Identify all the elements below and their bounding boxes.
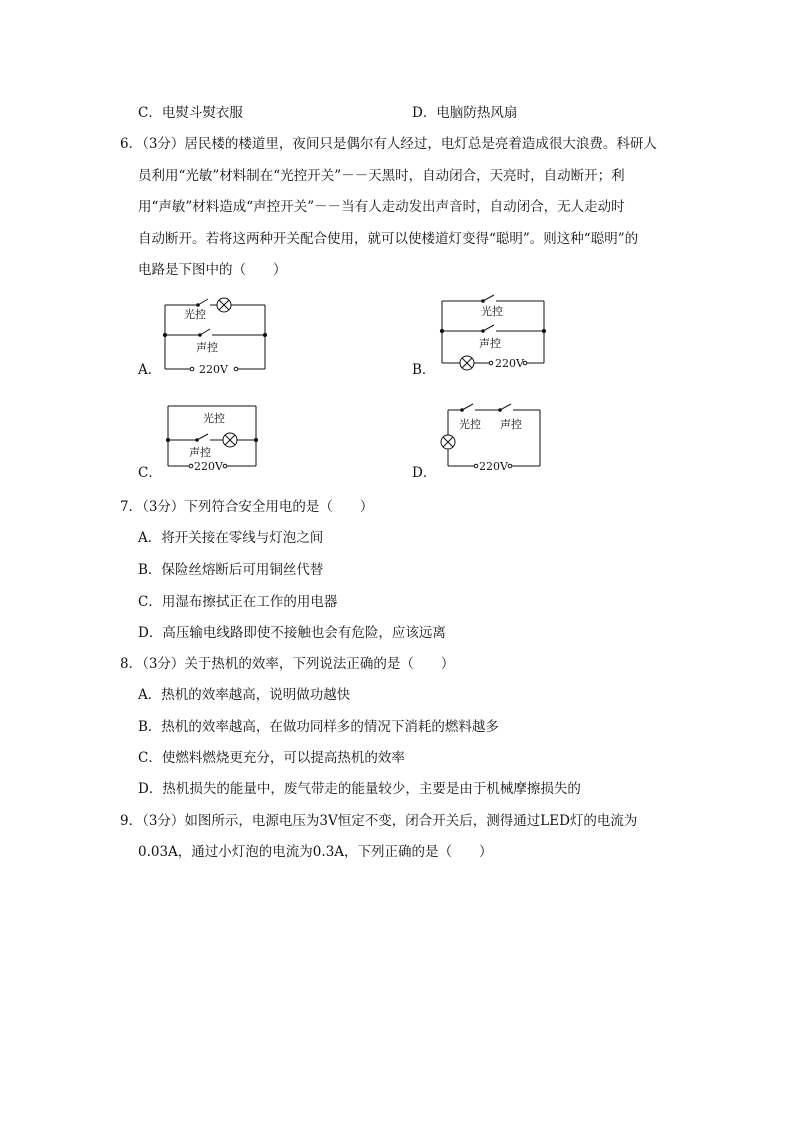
q6-circuit-b bbox=[437, 293, 549, 375]
q7-option-b: B．保险丝熔断后可用铜丝代替 bbox=[138, 562, 324, 578]
q6b-sound-ctrl-label: 声控 bbox=[479, 337, 501, 350]
q6a-sound-ctrl-label: 声控 bbox=[196, 341, 218, 354]
q6c-light-ctrl-label: 光控 bbox=[203, 412, 225, 425]
q6b-light-ctrl-label: 光控 bbox=[481, 305, 503, 318]
q6b-voltage-label: 220V bbox=[495, 357, 524, 370]
q6d-voltage-label: 220V bbox=[479, 460, 508, 473]
q7-option-c: C．用湿布擦拭正在工作的用电器 bbox=[138, 594, 338, 610]
q6-circuit-a bbox=[160, 295, 270, 375]
q6a-light-ctrl-label: 光控 bbox=[184, 308, 206, 321]
q6-option-a-label: A． bbox=[138, 362, 162, 378]
q6-stem-line-5: 电路是下图中的（ ） bbox=[138, 262, 287, 278]
q6-stem-line-3: 用“声敏”材料造成“声控开关”－－当有人走动发出声音时，自动闭合，无人走动时 bbox=[138, 199, 625, 215]
q8-option-a: A．热机的效率越高，说明做功越快 bbox=[138, 687, 351, 703]
q6-option-d-label: D． bbox=[412, 465, 437, 481]
q7-stem: 7．（3分）下列符合安全用电的是（ ） bbox=[120, 499, 374, 515]
q6-option-b-label: B． bbox=[412, 362, 436, 378]
q6c-voltage-label: 220V bbox=[194, 460, 223, 473]
q6a-voltage-label: 220V bbox=[199, 363, 228, 376]
q8-option-b: B．热机的效率越高，在做功同样多的情况下消耗的燃料越多 bbox=[138, 719, 499, 735]
q6-option-c-label: C． bbox=[138, 465, 162, 481]
q6-stem-line-2: 员利用“光敏”材料制在“光控开关”－－天黑时，自动闭合，天亮时，自动断开；利 bbox=[138, 168, 625, 184]
q5-option-d: D．电脑防热风扇 bbox=[412, 105, 518, 121]
q7-option-a: A．将开关接在零线与灯泡之间 bbox=[138, 530, 324, 546]
q9-stem-line-1: 9．（3分）如图所示，电源电压为3V恒定不变，闭合开关后，测得通过LED灯的电流为 bbox=[120, 813, 638, 829]
q6-stem-line-1: 6．（3分）居民楼的楼道里，夜间只是偶尔有人经过，电灯总是亮着造成很大浪费。科研人 bbox=[120, 136, 657, 152]
q8-option-c: C．使燃料燃烧更充分，可以提高热机的效率 bbox=[138, 750, 405, 766]
q6-circuit-c bbox=[163, 402, 263, 474]
q6c-sound-ctrl-label: 声控 bbox=[189, 446, 211, 459]
q9-stem-line-2: 0.03A，通过小灯泡的电流为0.3A，下列正确的是（ ） bbox=[138, 844, 493, 860]
q6d-sound-ctrl-label: 声控 bbox=[500, 418, 522, 431]
q7-option-d: D．高压输电线路即使不接触也会有危险，应该远离 bbox=[138, 625, 446, 641]
q8-option-d: D．热机损失的能量中，废气带走的能量较少，主要是由于机械摩擦损失的 bbox=[138, 781, 581, 797]
q8-stem: 8．（3分）关于热机的效率，下列说法正确的是（ ） bbox=[120, 656, 455, 672]
q6-stem-line-4: 自动断开。若将这两种开关配合使用，就可以使楼道灯变得“聪明”。则这种“聪明”的 bbox=[138, 231, 639, 247]
q5-option-c: C．电熨斗熨衣服 bbox=[138, 105, 243, 121]
q6d-light-ctrl-label: 光控 bbox=[459, 418, 481, 431]
q6-circuit-d bbox=[438, 402, 546, 474]
